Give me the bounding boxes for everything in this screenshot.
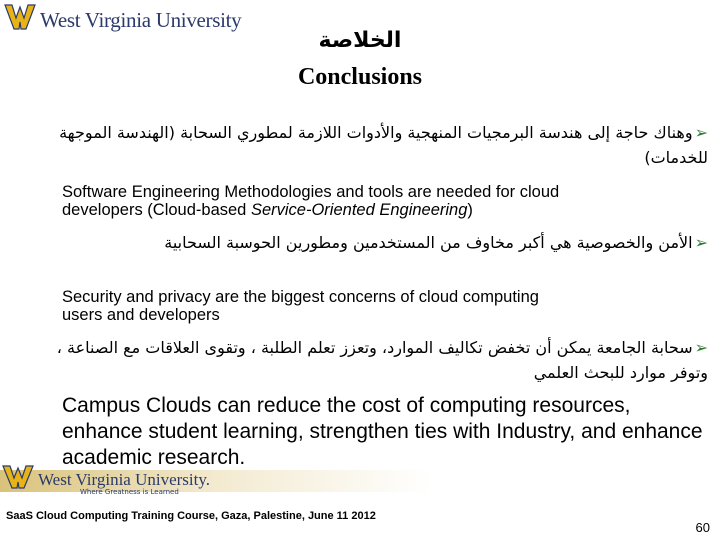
- bullet-arrow-icon: ➢: [694, 338, 708, 357]
- logo-text: West Virginia University: [40, 8, 242, 32]
- page-number: 60: [695, 520, 710, 535]
- footer-tagline: Where Greatness is Learned: [80, 488, 179, 496]
- title-english: Conclusions: [297, 64, 423, 90]
- footer-course-text: SaaS Cloud Computing Training Course, Gaza, Palestine, June 11 2012: [6, 510, 376, 522]
- bullet-2-arabic: ➢الأمن والخصوصية هي أكبر مخاوف من المستخدمين ومطورين الحوسبة السحابية: [164, 233, 708, 252]
- bullet-2-english: Security and privacy are the biggest concerns of cloud computing users and developers: [62, 288, 539, 324]
- bullet-1-arabic: ➢وهناك حاجة إلى هندسة البرمجيات المنهجية والأدوات اللازمة لمطوري السحابة (الهندسة الموجهة للخدمات): [59, 123, 708, 167]
- bullet-arrow-icon: ➢: [694, 233, 708, 252]
- footer-logo: [0, 460, 720, 504]
- bullet-arrow-icon: ➢: [694, 123, 708, 142]
- title-arabic: الخلاصة: [318, 28, 402, 53]
- footer-logo-text: West Virginia University.: [38, 470, 211, 489]
- bullet-3-english: Campus Clouds can reduce the cost of computing resources, enhance student learning, strengthen ties with Industry, and enhance academic research.: [62, 394, 703, 469]
- bullet-1-english: Software Engineering Methodologies and tools are needed for cloud developers (Cloud-based Service-Oriented Engineering): [62, 183, 560, 219]
- wv-logo-icon: [2, 464, 36, 490]
- bullet-3-arabic: ➢سحابة الجامعة يمكن أن تخفض تكاليف الموارد، وتعزز تعلم الطلبة ، وتقوى العلاقات مع الصناعة ، وتوفر موارد للبحث العلمي: [56, 338, 708, 382]
